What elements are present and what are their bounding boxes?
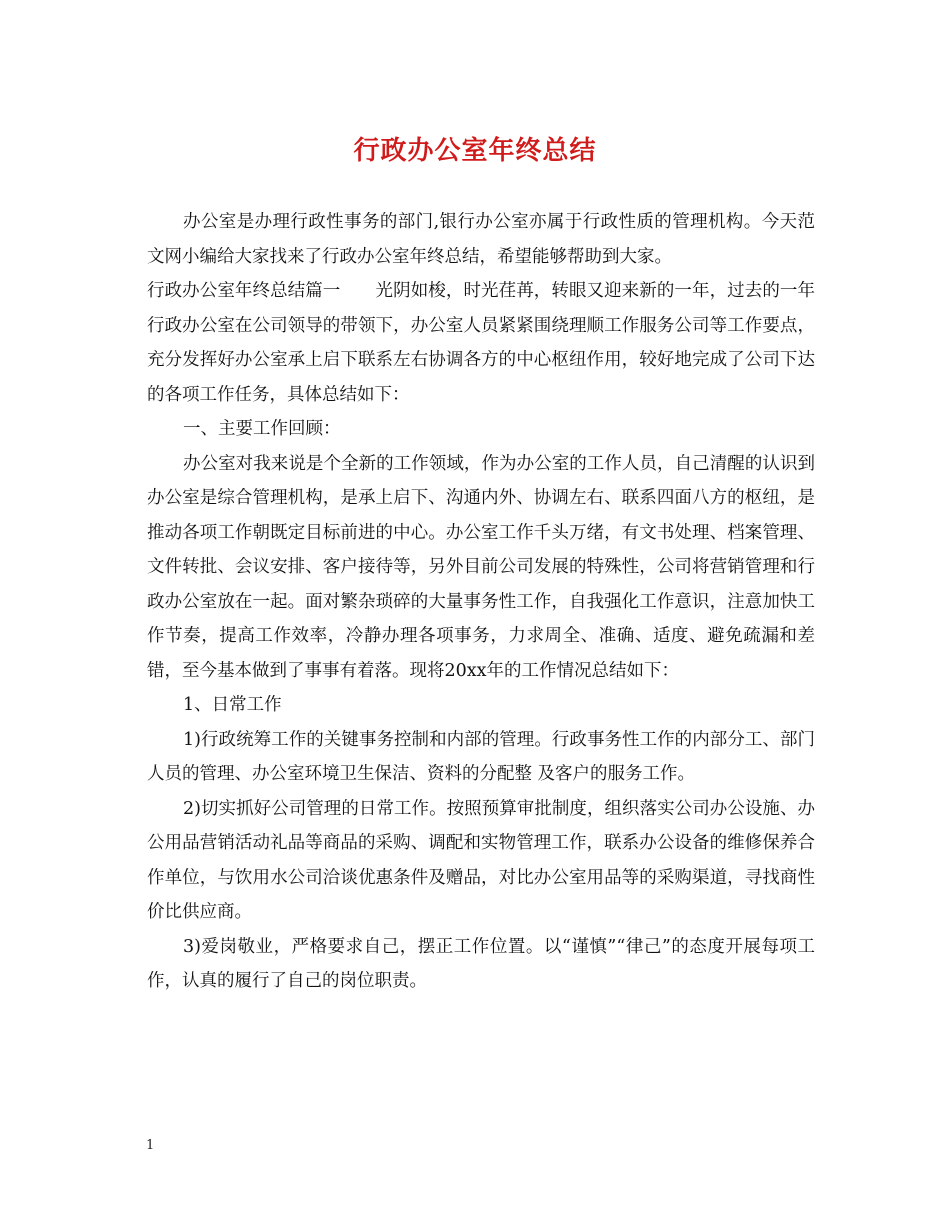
paragraph-item-1: 1)行政统筹工作的关键事务控制和内部的管理。行政事务性工作的内部分工、部门人员的管理、办公室环境卫生保洁、资料的分配整 及客户的服务工作。 (147, 729, 815, 784)
paragraph-intro: 办公室是办理行政性事务的部门,银行办公室亦属于行政性质的管理机构。今天范文网小编给大家找来了行政办公室年终总结，希望能够帮助到大家。 (147, 212, 815, 267)
paragraph-office-overview: 办公室对我来说是个全新的工作领域，作为办公室的工作人员，自己清醒的认识到办公室是综合管理机构，是承上启下、沟通内外、协调左右、联系四面八方的枢纽，是推动各项工作朝既定目标前进的中心。办公室工作千头万绪，有文书处理、档案管理、文件转批、会议安排、客户接待等，另外目前公司发展的特殊性，公司将营销管理和行政办公室放在一起。面对繁杂琐碎的大量事务性工作，自我强化工作意识，注意加快工作节奏，提高工作效率，冷静办理各项事务，力求周全、准确、适度、避免疏漏和差错，至今基本做到了事事有着落。现将20xx年的工作情况总结如下： (147, 453, 815, 681)
paragraph-item-2: 2)切实抓好公司管理的日常工作。按照预算审批制度，组织落实公司办公设施、办公用品营销活动礼品等商品的采购、调配和实物管理工作，联系办公设备的维修保养合作单位，与饮用水公司洽谈优惠条件及赠品，对比办公室用品等的采购渠道，寻找商性价比供应商。 (147, 798, 815, 922)
paragraph-item-3: 3)爱岗敬业，严格要求自己，摆正工作位置。以“谨慎”“律己”的态度开展每项工作，认真的履行了自己的岗位职责。 (147, 936, 815, 991)
heading-daily-work: 1、日常工作 (183, 695, 282, 715)
document-body (147, 205, 815, 999)
document-title: 行政办公室年终总结 (353, 136, 597, 166)
heading-main-work-review: 一、主要工作回顾： (183, 419, 341, 439)
paragraph-section-one-opening: 行政办公室年终总结篇一 光阴如梭，时光荏苒，转眼又迎来新的一年，过去的一年行政办公室在公司领导的带领下，办公室人员紧紧围绕理顺工作服务公司等工作要点，充分发挥好办公室承上启下联系左右协调各方的中心枢纽作用，较好地完成了公司下达的各项工作任务，具体总结如下： (147, 281, 815, 405)
page-number: 1 (146, 1138, 155, 1153)
